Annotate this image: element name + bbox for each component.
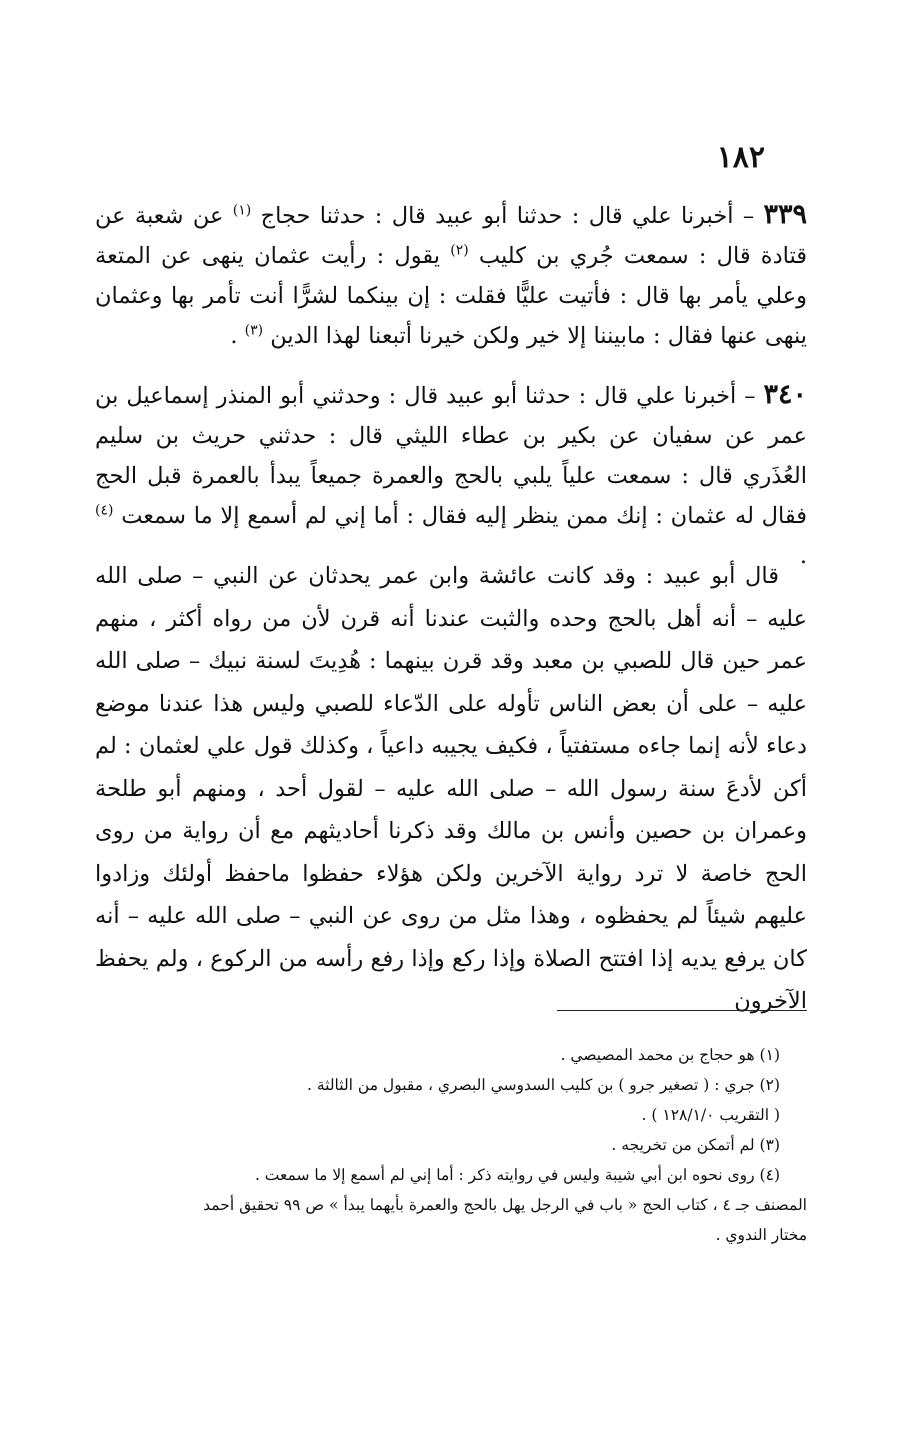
hadith-paragraph-339: [95, 195, 807, 356]
page-number: ١٨٢: [716, 140, 765, 175]
hadith-number: ٣٤٠: [763, 379, 807, 410]
commentary-text: قال أبو عبيد : وقد كانت عائشة وابن عمر يحدثان عن النبي – صلى الله عليه – أنه أهل بالحج وحده والثبت عندنا أنه قرن لأن من رواه أكثر ، منهم عمر حين قال للصبي بن معبد وقد قرن بينهما : هُدِيتَ لسنة نبيك – صلى الله عليه – على أن بعض الناس تأوله على الدّعاء للصبي وليس هذا عندنا موضع دعاء لأنه إنما جاءه مستفتياً ، فكيف يجيبه داعياً ، وكذلك قول علي لعثمان : لم أكن لأدعَ سنة رسول الله – صلى الله عليه – لقول أحد ، ومنهم أبو طلحة وعمران بن حصين وأنس بن مالك وقد ذكرنا أحاديثهم مع أن رواية من روى الحج خاصة لا ترد رواية الآخرين ولكن هؤلاء حفظوا ماحفظ أولئك وزادوا عليهم شيئاً لم يحفظوه ، وهذا مثل من روى عن النبي – صلى الله عليه – أنه كان يرفع يديه إذا افتتح الصلاة وإذا ركع وإذا رفع رأسه من الركوع ، ولم يحفظ الآخرون: [95, 563, 807, 1014]
paragraph-segment: .: [799, 543, 807, 569]
footnote-2: (٢) جري : ( تصغير جرو ) بن كليب السدوسي البصري ، مقبول من الثالثة .: [306, 1076, 780, 1094]
paragraph-text: [95, 195, 807, 356]
hadith-paragraph-340: [95, 375, 807, 576]
paragraph-segment: – أخبرنا علي قال : حدثنا أبو عبيد قال : وحدثني أبو المنذر إسماعيل بن عمر عن سفيان عن بكير بن عطاء الليثي قال : حدثني حريث بن سليم العُذَري قال : سمعت علياً يلبي بالحج والعمرة جميعاً يبدأ بالعمرة قبل الحج فقال له عثمان : إنك ممن ينظر إليه فقال : أما إني لم أسمع إلا ما سمعت: [95, 383, 807, 529]
commentary-paragraph: [95, 555, 807, 1023]
hadith-number: ٣٣٩: [763, 199, 808, 230]
footnote-marker: (٤): [95, 502, 114, 519]
paragraph-segment: يقول : رأيت عثمان ينهى عن المتعة وعلي يأمر بها قال : فأتيت عليًّا فقلت : إن بينكما لشرًّا أنت تأمر بها وعثمان ينهى عنها فقال : مابيننا إلا خير ولكن خيرنا أتبعنا لهذا الدين: [95, 243, 807, 349]
footnote-4-source-cont: مختار الندوي .: [715, 1226, 807, 1244]
footnote-2-reference: ( التقريب ١٢٨/١/٠ ) .: [641, 1106, 780, 1124]
footnotes: [90, 1040, 807, 1250]
paragraph-text: [95, 375, 807, 576]
footnote-marker: (٢): [450, 242, 469, 259]
footnote-marker: (١): [232, 202, 252, 219]
footnote-4-source: المصنف جـ ٤ ، كتاب الحج « باب في الرجل يهل بالحج والعمرة بأيهما يبدأ » ص ٩٩ تحقيق أحمد: [203, 1196, 807, 1214]
paragraph-segment: .: [230, 323, 245, 349]
footnote-1: (١) هو حجاج بن محمد المصيصي .: [560, 1046, 780, 1064]
paragraph-segment: – أخبرنا علي قال : حدثنا أبو عبيد قال : حدثنا حجاج: [251, 203, 764, 229]
footnote-separator: [557, 1010, 807, 1011]
footnote-3: (٣) لم أتمكن من تخريجه .: [611, 1136, 780, 1154]
paragraph-segment: عن شعبة عن قتادة قال : سمعت جُري بن كليب: [95, 203, 807, 269]
footnote-4: (٤) روى نحوه ابن أبي شيبة وليس في روايته ذكر : أما إني لم أسمع إلا ما سمعت .: [254, 1166, 780, 1184]
footnote-marker: (٣): [244, 322, 264, 339]
